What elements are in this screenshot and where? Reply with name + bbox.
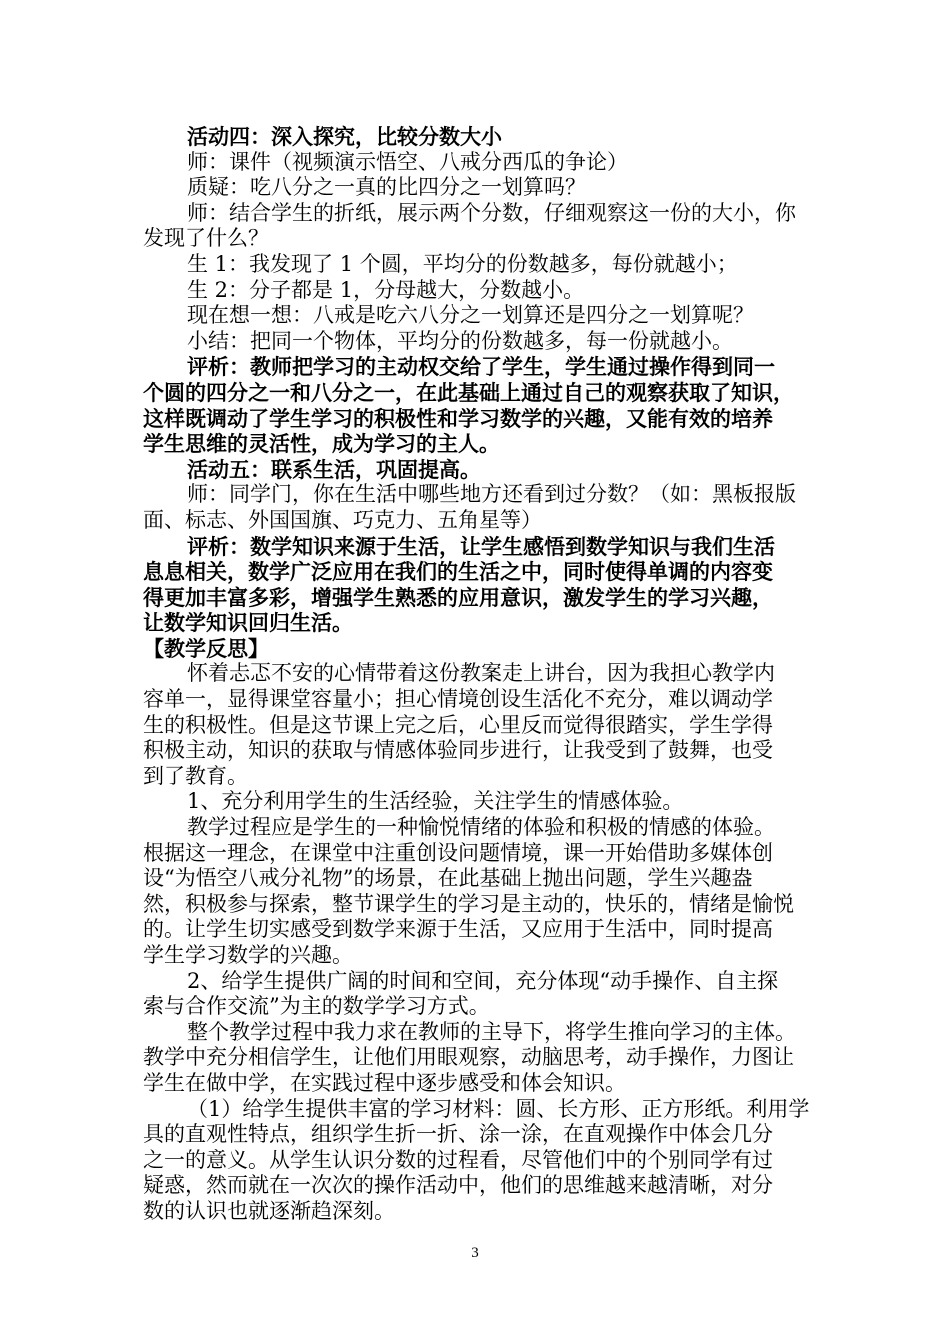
section-heading-activity-5: 活动五：联系生活，巩固提高。 <box>187 456 481 482</box>
text-line: 索与合作交流”为主的数学学习方式。 <box>143 994 490 1019</box>
page-number: 3 <box>471 1245 479 1261</box>
text-line: 教学中充分相信学生，让他们用眼观察，动脑思考，动手操作，力图让 <box>143 1045 794 1070</box>
text-line: 疑惑，然而就在一次次的操作活动中，他们的思维越来越清晰，对分 <box>143 1173 773 1198</box>
text-line: 然，积极参与探索，整节课学生的学习是主动的，快乐的，情绪是愉悦 <box>143 891 794 916</box>
text-line: 师：同学门，你在生活中哪些地方还看到过分数？（如：黑板报版 <box>187 482 796 507</box>
text-line: 整个教学过程中我力求在教师的主导下，将学生推向学习的主体。 <box>187 1019 796 1044</box>
commentary-line: 评析：教师把学习的主动权交给了学生，学生通过操作得到同一 <box>187 354 775 380</box>
text-line: 面、标志、外国国旗、巧克力、五角星等） <box>143 507 542 532</box>
text-line: 根据这一理念，在课堂中注重创设问题情境，课一开始借助多媒体创 <box>143 840 773 865</box>
text-line: 之一的意义。从学生认识分数的过程看，尽管他们中的个别同学有过 <box>143 1147 773 1172</box>
text-line: 怀着忐忑不安的心情带着这份教案走上讲台，因为我担心教学内 <box>187 661 775 686</box>
text-line: 发现了什么？ <box>143 226 269 251</box>
section-heading-activity-4: 活动四：深入探究，比较分数大小 <box>187 124 502 149</box>
commentary-line: 学生思维的灵活性，成为学习的主人。 <box>143 431 500 457</box>
text-line: 生 2：分子都是 1，分母越大，分数越小。 <box>187 277 585 302</box>
document-body <box>143 124 815 1225</box>
commentary-line: 得更加丰富多彩，增强学生熟悉的应用意识，激发学生的学习兴趣， <box>143 584 773 610</box>
commentary-line: 个圆的四分之一和八分之一，在此基础上通过自己的观察获取了知识， <box>143 379 794 405</box>
text-line: 学生学习数学的兴趣。 <box>143 943 353 967</box>
text-line: 具的直观性特点，组织学生折一折、涂一涂，在直观操作中体会几分 <box>143 1122 773 1147</box>
text-line: 质疑：吃八分之一真的比四分之一划算吗？ <box>187 175 586 200</box>
text-line: 的。让学生切实感受到数学来源于生活，又应用于生活中，同时提高 <box>143 917 773 942</box>
section-heading-reflection: 【教学反思】 <box>143 635 269 661</box>
commentary-line: 息息相关，数学广泛应用在我们的生活之中，同时使得单调的内容变 <box>143 559 773 585</box>
commentary-line: 这样既调动了学生学习的积极性和学习数学的兴趣，又能有效的培养 <box>143 405 773 431</box>
text-line: 学生在做中学，在实践过程中逐步感受和体会知识。 <box>143 1070 626 1095</box>
text-line: 师：课件（视频演示悟空、八戒分西瓜的争论） <box>187 149 628 174</box>
commentary-line: 评析：数学知识来源于生活，让学生感悟到数学知识与我们生活 <box>187 533 775 559</box>
text-line: 数的认识也就逐渐趋深刻。 <box>143 1198 395 1223</box>
text-line: 1、充分利用学生的生活经验，关注学生的情感体验。 <box>187 789 684 814</box>
text-line: 生 1：我发现了 1 个圆，平均分的份数越多，每份就越小； <box>187 251 738 276</box>
text-line: 到了教育。 <box>143 763 248 788</box>
commentary-line: 让数学知识回归生活。 <box>143 610 353 636</box>
text-line: 生的积极性。但是这节课上完之后，心里反而觉得很踏实，学生学得 <box>143 712 773 737</box>
text-line: 积极主动，知识的获取与情感体验同步进行，让我受到了鼓舞，也受 <box>143 738 773 763</box>
text-line: 现在想一想：八戒是吃六八分之一划算还是四分之一划算呢？ <box>187 303 754 328</box>
text-line: 师：结合学生的折纸，展示两个分数，仔细观察这一份的大小，你 <box>187 200 796 225</box>
text-line: 设“为悟空八戒分礼物”的场景，在此基础上抛出问题，学生兴趣盎 <box>143 866 753 891</box>
text-line: 小结：把同一个物体，平均分的份数越多，每一份就越小。 <box>187 328 733 353</box>
text-line: 2、给学生提供广阔的时间和空间，充分体现“动手操作、自主探 <box>187 968 779 993</box>
text-line: （1）给学生提供丰富的学习材料：圆、长方形、正方形纸。利用学 <box>187 1096 810 1121</box>
text-line: 教学过程应是学生的一种愉悦情绪的体验和积极的情感的体验。 <box>187 815 775 840</box>
text-line: 容单一，显得课堂容量小；担心情境创设生活化不充分，难以调动学 <box>143 687 773 712</box>
